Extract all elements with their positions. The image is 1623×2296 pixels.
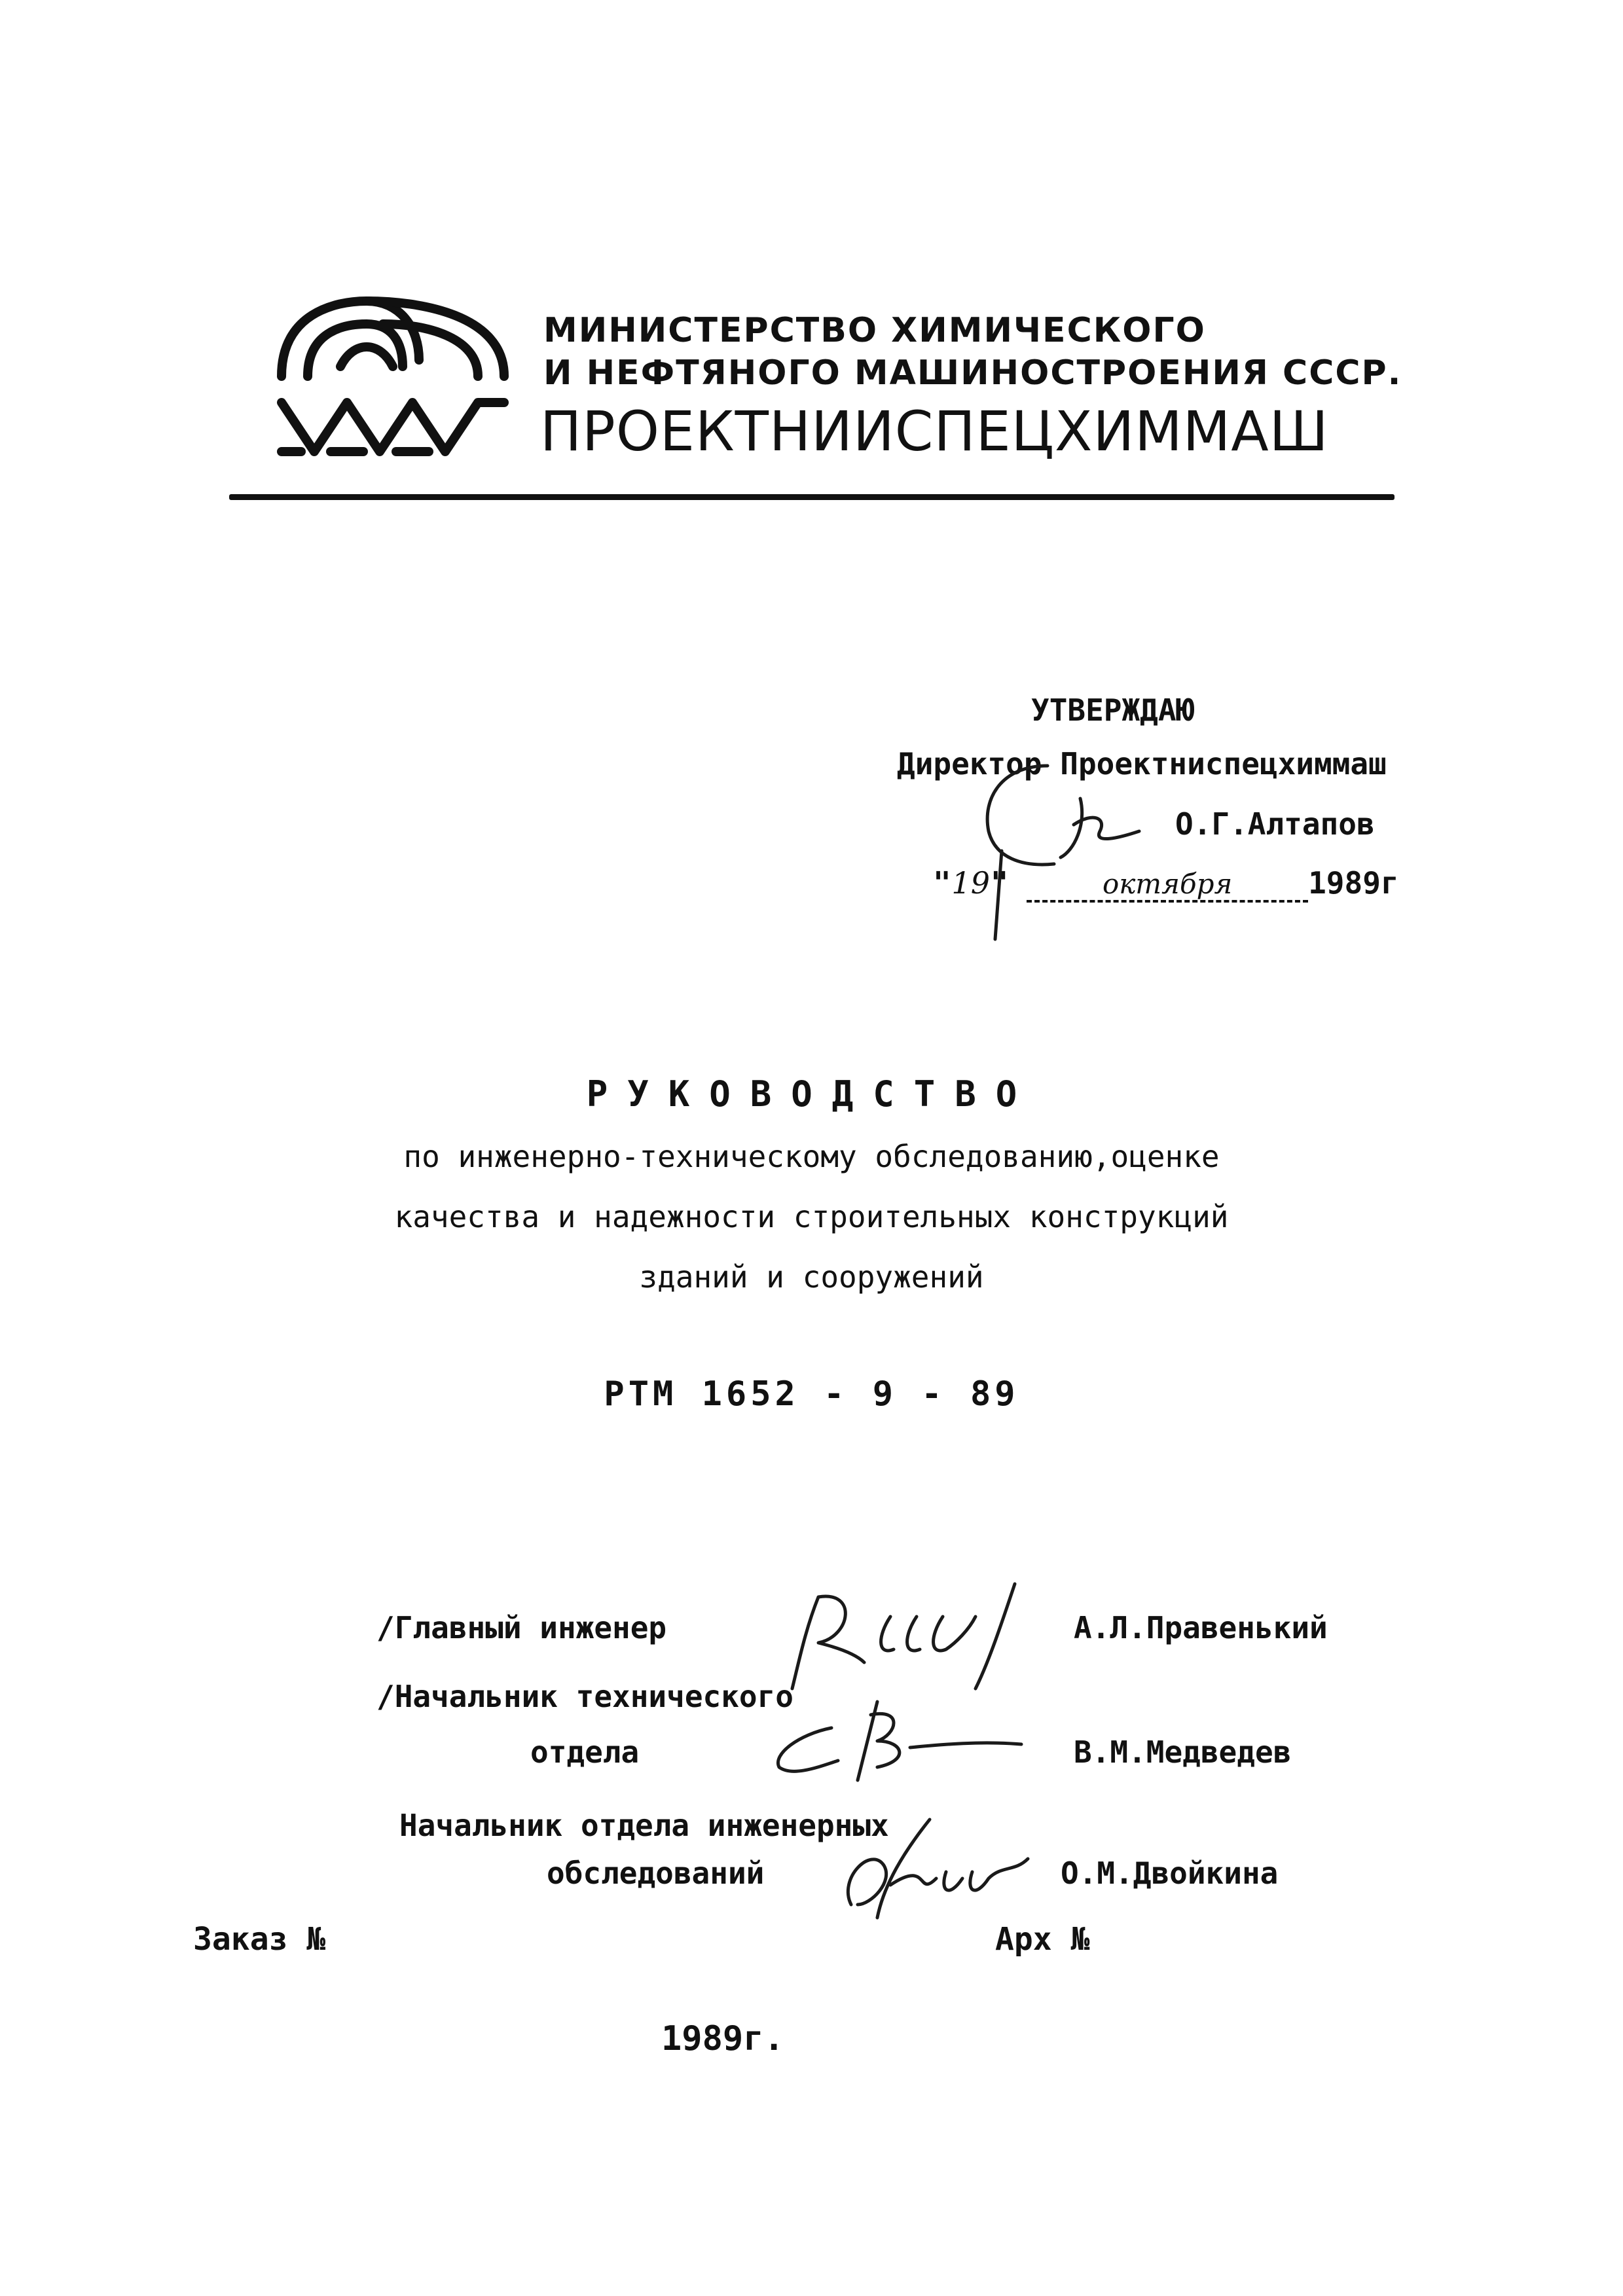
signatory-1-position: /Главный инженер xyxy=(376,1610,667,1645)
date-month: октября xyxy=(1027,868,1308,903)
date-quote-open: " xyxy=(933,865,951,901)
date-quote-close: " xyxy=(990,865,1009,901)
subtitle-line-3: зданий и сооружений xyxy=(639,1259,984,1295)
institute-name: ПРОЕКТНИИСПЕЦХИММАШ xyxy=(540,399,1329,463)
approval-heading: УТВЕРЖДАЮ xyxy=(1031,692,1195,728)
order-number-label: Заказ № xyxy=(193,1921,326,1958)
institute-emblem-icon xyxy=(268,288,517,465)
subtitle-line-1: по инженерно-техническому обследованию,оценке xyxy=(403,1139,1220,1174)
director-signature-icon xyxy=(976,753,1192,942)
ministry-line-1: МИНИСТЕРСТВО ХИМИЧЕСКОГО xyxy=(543,311,1206,350)
surveys-head-signature-icon xyxy=(831,1806,1048,1924)
chief-engineer-signature-icon xyxy=(779,1571,1054,1702)
subtitle-line-2: качества и надежности строительных конструкций xyxy=(394,1199,1229,1234)
approval-position: Директор Проектниспецхиммаш xyxy=(897,746,1387,781)
signatory-2-position-line-1: /Начальник технического xyxy=(376,1679,793,1714)
archive-number-label: Арх № xyxy=(995,1921,1090,1958)
signatory-3-name: О.М.Двойкина xyxy=(1061,1856,1279,1891)
signatory-3-position-line-2: обследований xyxy=(547,1856,765,1891)
technical-head-signature-icon xyxy=(746,1689,1034,1787)
document-code: РТМ 1652 - 9 - 89 xyxy=(604,1374,1019,1414)
header-divider xyxy=(229,494,1395,500)
signatory-2-name: В.М.Медведев xyxy=(1074,1734,1292,1770)
footer-year: 1989г. xyxy=(661,2019,784,2058)
ministry-line-2: И НЕФТЯНОГО МАШИНОСТРОЕНИЯ СССР. xyxy=(543,353,1402,393)
date-day: 19 xyxy=(951,865,990,901)
signatory-3-position-line-1: Начальник отдела инженерных xyxy=(399,1808,889,1843)
signatory-2-position-line-2: отдела xyxy=(530,1734,640,1770)
document-title: РУКОВОДСТВО xyxy=(586,1073,1037,1115)
date-year: 1989г xyxy=(1308,865,1399,901)
approval-name: О.Г.Алтапов xyxy=(1175,806,1375,842)
signatory-1-name: А.Л.Правенький xyxy=(1074,1610,1328,1645)
